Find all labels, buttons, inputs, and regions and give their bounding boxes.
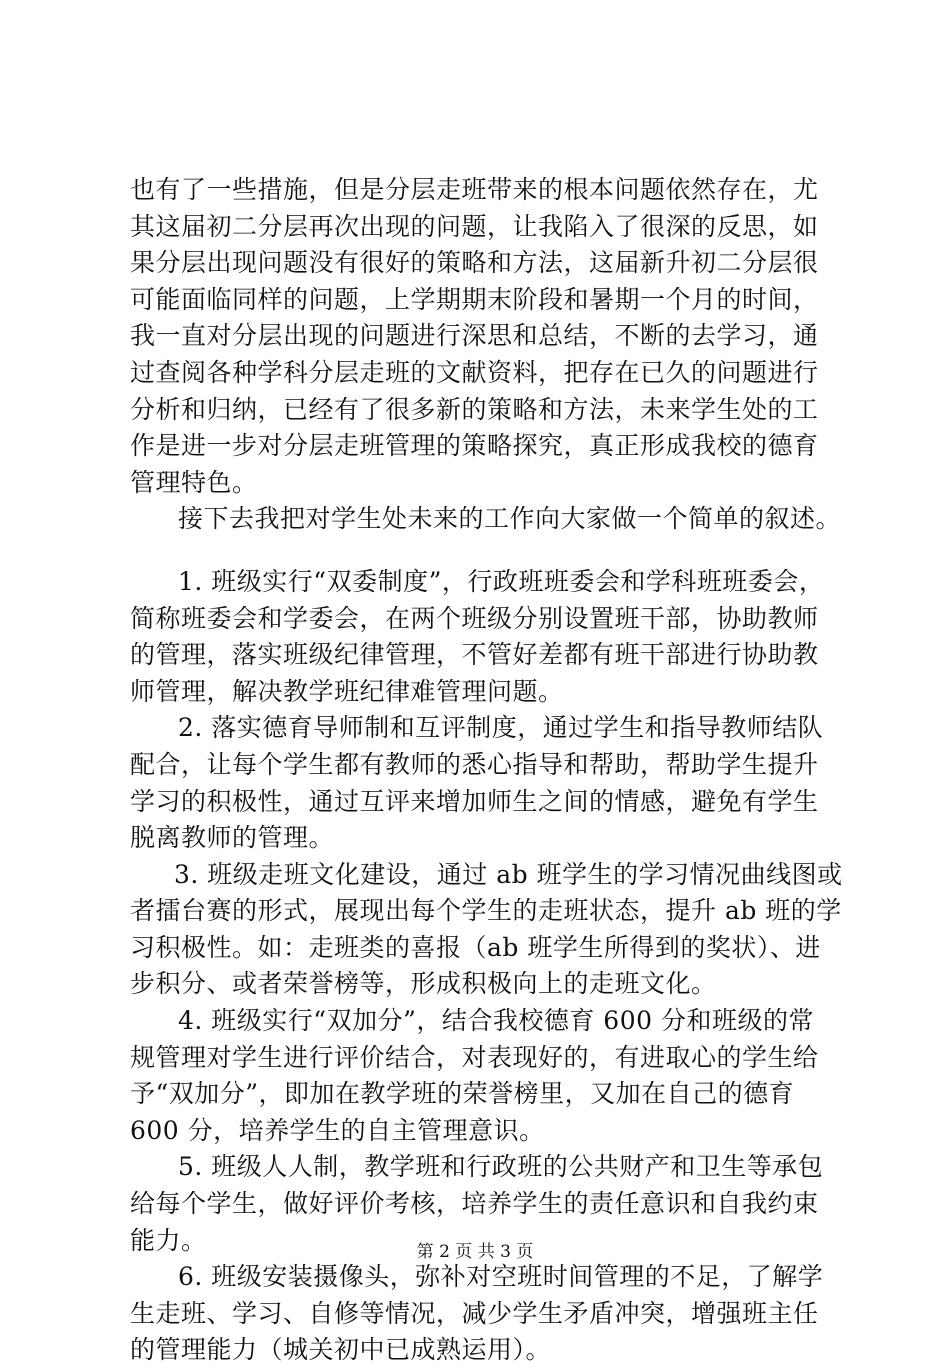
list-item-4 bbox=[130, 1003, 830, 1149]
paragraph-intro-continued bbox=[130, 172, 830, 501]
page-number-footer: 第 2 页 共 3 页 bbox=[416, 1242, 534, 1262]
text-line: 管理特色。 bbox=[130, 467, 258, 497]
text-line: 生走班、学习、自修等情况，减少学生矛盾冲突，增强班主任 bbox=[130, 1298, 819, 1328]
text-line: 的管理能力（城关初中已成熟运用）。 bbox=[130, 1335, 552, 1365]
text-line: 3. 班级走班文化建设，通过 ab 班学生的学习情况曲线图或 bbox=[174, 859, 843, 889]
text-line: 分析和归纳，已经有了很多新的策略和方法，未来学生处的工 bbox=[130, 394, 819, 424]
text-line: 1. 班级实行“双委制度”，行政班班委会和学科班班委会， bbox=[178, 566, 825, 596]
text-line: 规管理对学生进行评价结合，对表现好的，有进取心的学生给 bbox=[130, 1042, 819, 1072]
text-line: 我一直对分层出现的问题进行深思和总结，不断的去学习，通 bbox=[130, 321, 819, 351]
text-line: 果分层出现问题没有很好的策略和方法，这届新升初二分层很 bbox=[130, 248, 819, 278]
document-body bbox=[130, 172, 843, 1369]
text-line: 配合，让每个学生都有教师的悉心指导和帮助，帮助学生提升 bbox=[130, 749, 819, 779]
text-line: 接下去我把对学生处未来的工作向大家做一个简单的叙述。 bbox=[178, 504, 842, 534]
text-line: 也有了一些措施，但是分层走班带来的根本问题依然存在，尤 bbox=[130, 175, 819, 204]
list-item-6 bbox=[130, 1259, 830, 1369]
text-line: 的管理，落实班级纪律管理，不管好差都有班干部进行协助教 bbox=[130, 640, 819, 670]
text-line: 可能面临同样的问题，上学期期末阶段和暑期一个月的时间， bbox=[130, 284, 819, 314]
list-item-3 bbox=[130, 857, 843, 1003]
text-line: 习积极性。如：走班类的喜报（ab 班学生所得到的奖状）、进 bbox=[130, 932, 821, 962]
text-line: 脱离教师的管理。 bbox=[130, 823, 335, 853]
text-line: 600 分，培养学生的自主管理意识。 bbox=[130, 1115, 545, 1145]
text-line: 作是进一步对分层走班管理的策略探究，真正形成我校的德育 bbox=[130, 431, 819, 461]
text-line: 师管理，解决教学班纪律难管理问题。 bbox=[130, 676, 564, 706]
list-item-2 bbox=[130, 710, 830, 856]
text-line: 给每个学生，做好评价考核，培养学生的责任意识和自我约束 bbox=[130, 1189, 819, 1219]
text-line: 5. 班级人人制，教学班和行政班的公共财产和卫生等承包 bbox=[178, 1152, 824, 1182]
text-line: 能力。 bbox=[130, 1225, 207, 1255]
text-line: 4. 班级实行“双加分”，结合我校德育 600 分和班级的常 bbox=[178, 1006, 814, 1036]
text-line: 简称班委会和学委会，在两个班级分别设置班干部，协助教师 bbox=[130, 603, 819, 633]
list-item-1 bbox=[130, 564, 830, 710]
text-line: 予“双加分”，即加在教学班的荣誉榜里，又加在自己的德育 bbox=[130, 1079, 795, 1109]
text-line: 其这届初二分层再次出现的问题，让我陷入了很深的反思，如 bbox=[130, 211, 819, 241]
text-line: 学习的积极性，通过互评来增加师生之间的情感，避免有学生 bbox=[130, 786, 819, 816]
text-line: 者擂台赛的形式，展现出每个学生的走班状态，提升 ab 班的学 bbox=[130, 896, 842, 926]
paragraph-gap bbox=[130, 538, 830, 564]
paragraph-transition bbox=[130, 501, 842, 538]
text-line: 步积分、或者荣誉榜等，形成积极向上的走班文化。 bbox=[130, 969, 717, 999]
text-line: 6. 班级安装摄像头，弥补对空班时间管理的不足，了解学 bbox=[178, 1262, 824, 1292]
text-line: 2. 落实德育导师制和互评制度，通过学生和指导教师结队 bbox=[178, 713, 824, 743]
text-line: 过查阅各种学科分层走班的文献资料，把存在已久的问题进行 bbox=[130, 357, 819, 387]
